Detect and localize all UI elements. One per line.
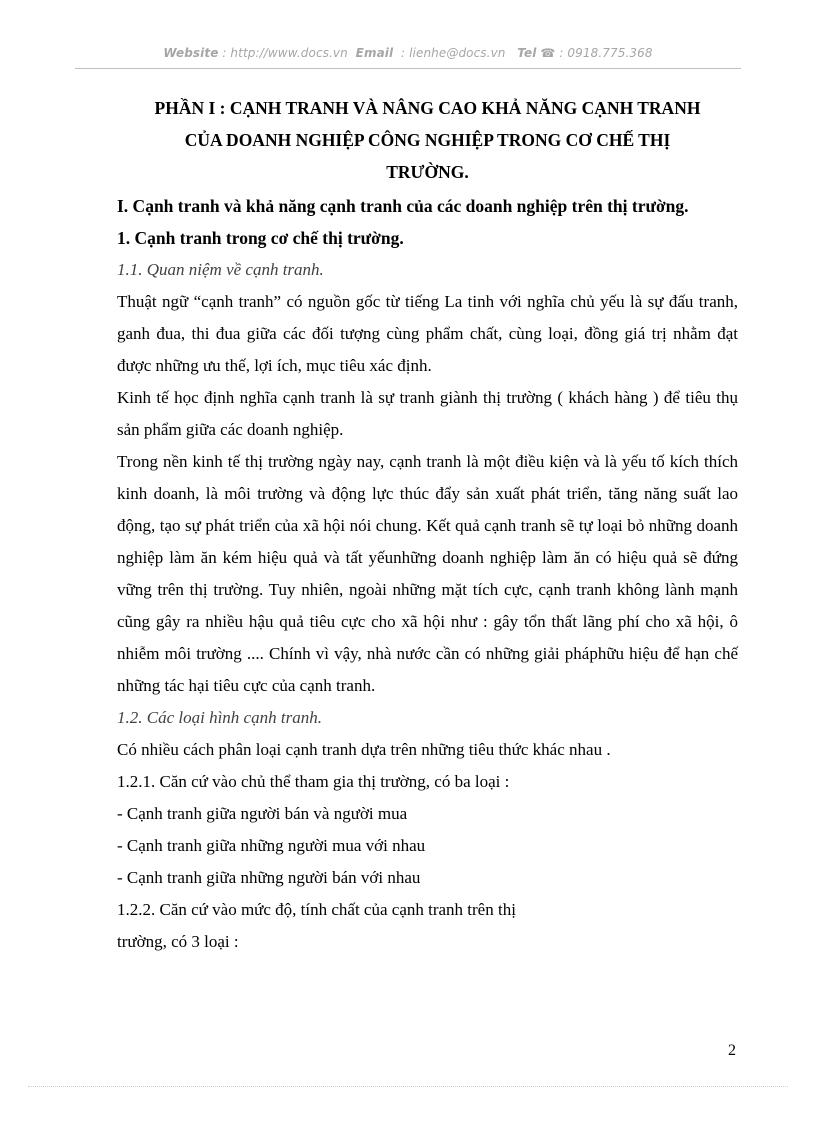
subsection-heading: 1. Cạnh tranh trong cơ chế thị trường.: [117, 228, 404, 248]
list-item: - Cạnh tranh giữa những người mua với nhau: [117, 836, 426, 855]
subsubsection-heading-1-1: 1.1. Quan niệm về cạnh tranh.: [117, 260, 324, 279]
header-divider: [75, 68, 741, 69]
tel-label: Tel: [517, 46, 537, 60]
subsubsection-heading-1-2: 1.2. Các loại hình cạnh tranh.: [117, 708, 322, 727]
paragraph-3: Trong nền kinh tế thị trường ngày nay, cạnh tranh là một điều kiện và là yếu tố kích thích kinh doanh, là môi trường và động lực thúc đẩy sản xuất phát triển, tăng năng suất lao động, tạo sự phát triển của xã hội nói chung. Kết quả cạnh tranh sẽ tự loại bỏ những doanh nghiệp làm ăn kém hiệu quả và tất yếunhững doanh nghiệp làm ăn có hiệu quả sẽ đứng vững trên thị trường. Tuy nhiên, ngoài những mặt tích cực, cạnh tranh không lành mạnh cũng gây ra nhiều hậu quả tiêu cực cho xã hội như : gây tổn thất lãng phí cho xã hội, ô nhiễm môi trường .... Chính vì vậy, nhà nước cần có những giải pháphữu hiệu để hạn chế những tác hại tiêu cực của cạnh tranh.: [117, 452, 738, 695]
footer-divider: [28, 1086, 788, 1087]
list-item: - Cạnh tranh giữa người bán và người mua: [117, 804, 408, 823]
list-heading-1-2-1: 1.2.1. Căn cứ vào chủ thể tham gia thị trường, có ba loại :: [117, 772, 510, 791]
website-value: : http://www.docs.vn: [222, 46, 348, 60]
part-title-line-1: PHẦN I : CẠNH TRANH VÀ NÂNG CAO KHẢ NĂNG CẠNH TRANH: [154, 98, 701, 118]
email-value: : lienhe@docs.vn: [401, 46, 506, 60]
email-label: Email: [355, 46, 394, 60]
part-title-line-3: TRƯỜNG.: [386, 162, 469, 182]
paragraph-2: Kinh tế học định nghĩa cạnh tranh là sự tranh giành thị trường ( khách hàng ) để tiêu thụ sản phẩm giữa các doanh nghiệp.: [117, 388, 738, 439]
paragraph-4: Có nhiều cách phân loại cạnh tranh dựa trên những tiêu thức khác nhau .: [117, 740, 611, 759]
phone-icon: ☎: [540, 46, 556, 60]
part-title: [117, 92, 738, 188]
page-header: [75, 46, 741, 60]
part-title-line-2: CỦA DOANH NGHIỆP CÔNG NGHIỆP TRONG CƠ CHẾ THỊ: [184, 130, 671, 150]
page-number: 2: [728, 1042, 736, 1059]
section-heading: I. Cạnh tranh và khả năng cạnh tranh của các doanh nghiệp trên thị trường.: [117, 196, 689, 216]
website-label: Website: [163, 46, 219, 60]
paragraph-1: Thuật ngữ “cạnh tranh” có nguồn gốc từ tiếng La tinh với nghĩa chủ yếu là sự đấu tranh, ganh đua, thi đua giữa các đối tượng cùng phẩm chất, cùng loại, đồng giá trị nhằm đạt được những ưu thế, lợi ích, mục tiêu xác định.: [117, 292, 738, 375]
list-heading-1-2-2-line-1: 1.2.2. Căn cứ vào mức độ, tính chất của cạnh tranh trên thị: [117, 900, 516, 919]
tel-value: : 0918.775.368: [559, 46, 653, 60]
document-body: [117, 92, 738, 958]
list-heading-1-2-2-line-2: trường, có 3 loại :: [117, 932, 239, 951]
list-item: - Cạnh tranh giữa những người bán với nhau: [117, 868, 421, 887]
